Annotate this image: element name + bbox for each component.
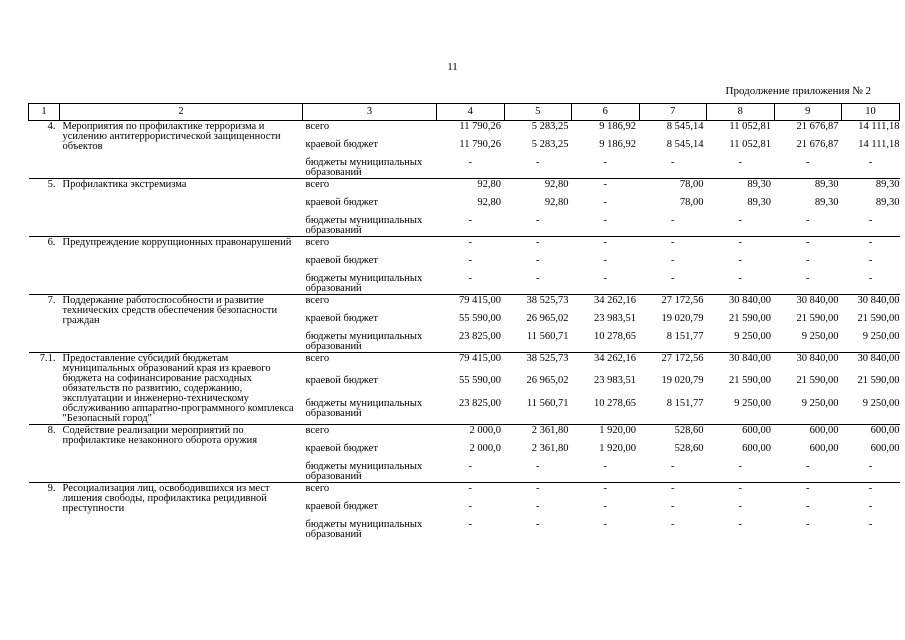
table-row: [29, 295, 900, 314]
value-cell: -: [738, 501, 742, 512]
value-cell: -: [738, 273, 742, 284]
value-cell: -: [868, 461, 873, 472]
value-cell: -: [536, 273, 540, 284]
value-cell: -: [536, 519, 540, 530]
value-cell: -: [572, 179, 640, 198]
row-index: 8.: [29, 425, 60, 483]
value-cell: 19 020,79: [661, 375, 704, 387]
table-row: [29, 121, 900, 140]
value-cell: 23 983,51: [594, 313, 636, 324]
budget-table: [28, 103, 900, 540]
value-cell: 2 000,0: [469, 443, 501, 454]
row-index: 7.: [29, 295, 60, 353]
value-cell: -: [806, 501, 810, 512]
measure-name: Мероприятия по профилактике терроризма и усилению антитеррористической защищенности объектов: [62, 121, 281, 152]
value-cell: -: [842, 237, 900, 256]
value-cell: 92,80: [437, 179, 505, 198]
funding-source: краевой бюджет: [305, 443, 378, 454]
value-cell: -: [468, 255, 472, 266]
value-cell: 30 840,00: [842, 353, 900, 376]
funding-source: краевой бюджет: [305, 197, 378, 208]
row-index: 6.: [29, 237, 60, 295]
funding-source: всего: [303, 179, 437, 198]
value-cell: 92,80: [477, 197, 501, 208]
value-cell: -: [639, 483, 707, 502]
value-cell: -: [774, 237, 842, 256]
value-cell: 528,60: [639, 425, 707, 444]
value-cell: 34 262,16: [572, 353, 640, 376]
value-cell: -: [738, 461, 742, 472]
table-row: [29, 237, 900, 256]
value-cell: 10 278,65: [594, 397, 636, 409]
value-cell: 34 262,16: [572, 295, 640, 314]
value-cell: -: [536, 461, 540, 472]
value-cell: 11 052,81: [729, 121, 771, 132]
funding-source: бюджеты муниципальных образований: [305, 519, 423, 540]
value-cell: 600,00: [809, 443, 839, 454]
measure-name: Предоставление субсидий бюджетам муниципальных образований края из краевого бюджета на софинансирование расходных обязательств по развитию, содержанию, эксплуатации и инженерно-техническому обслуживанию аппаратно-программного комплекса "Безопасный город": [60, 353, 303, 425]
funding-source: бюджеты муниципальных образований: [305, 215, 423, 236]
funding-source: всего: [303, 425, 437, 444]
funding-source: всего: [303, 295, 437, 314]
value-cell: -: [603, 461, 607, 472]
value-cell: -: [707, 483, 775, 502]
value-cell: -: [806, 157, 810, 168]
value-cell: 26 965,02: [526, 375, 569, 387]
value-cell: 89,30: [707, 179, 775, 198]
value-cell: -: [868, 215, 873, 226]
value-cell: -: [738, 215, 742, 226]
value-cell: -: [806, 255, 810, 266]
value-cell: 30 840,00: [707, 353, 775, 376]
value-cell: -: [806, 519, 810, 530]
value-cell: -: [671, 501, 675, 512]
value-cell: -: [603, 255, 607, 266]
value-cell: -: [603, 215, 607, 226]
value-cell: 92,80: [504, 179, 572, 198]
value-cell: -: [868, 519, 873, 530]
column-header: 4: [437, 104, 505, 121]
value-cell: -: [707, 237, 775, 256]
value-cell: 10 278,65: [594, 331, 636, 342]
value-cell: -: [774, 483, 842, 502]
value-cell: -: [806, 273, 810, 284]
value-cell: -: [572, 237, 640, 256]
value-cell: -: [671, 255, 675, 266]
value-cell: -: [671, 273, 675, 284]
value-cell: -: [868, 501, 873, 512]
value-cell: -: [639, 237, 707, 256]
value-cell: 8 151,77: [666, 331, 704, 342]
value-cell: 23 825,00: [459, 397, 501, 409]
value-cell: 92,80: [544, 197, 569, 208]
value-cell: 600,00: [774, 425, 842, 444]
column-header: 8: [707, 104, 775, 121]
funding-source: всего: [303, 483, 437, 502]
value-cell: -: [671, 461, 675, 472]
value-cell: 21 676,87: [796, 121, 839, 132]
funding-source: краевой бюджет: [305, 139, 378, 150]
column-header: 5: [504, 104, 572, 121]
column-header: 3: [303, 104, 437, 121]
value-cell: 11 052,81: [729, 139, 771, 150]
value-cell: 9 250,00: [862, 331, 900, 342]
table-row: [29, 483, 900, 502]
value-cell: 1 920,00: [599, 443, 636, 454]
value-cell: 26 965,02: [526, 313, 569, 324]
value-cell: 600,00: [707, 425, 775, 444]
value-cell: 1 920,00: [572, 425, 640, 444]
value-cell: 11 560,71: [526, 331, 569, 342]
value-cell: 55 590,00: [459, 313, 501, 324]
value-cell: 27 172,56: [639, 295, 707, 314]
value-cell: 21 676,87: [796, 139, 839, 150]
value-cell: 9 250,00: [801, 331, 839, 342]
value-cell: -: [738, 519, 742, 530]
value-cell: 78,00: [679, 197, 704, 208]
funding-source: краевой бюджет: [305, 255, 378, 266]
value-cell: -: [842, 483, 900, 502]
column-header: 6: [572, 104, 640, 121]
value-cell: 55 590,00: [459, 375, 501, 387]
funding-source: бюджеты муниципальных образований: [305, 461, 423, 482]
value-cell: 14 111,18: [858, 121, 900, 132]
measure-name: Ресоциализация лиц, освободившихся из мест лишения свободы, профилактика рецидивной преступности: [60, 483, 303, 541]
row-index: 7.1.: [29, 353, 60, 425]
value-cell: 30 840,00: [707, 295, 775, 314]
value-cell: 38 525,73: [504, 295, 572, 314]
value-cell: 21 590,00: [857, 375, 900, 387]
value-cell: -: [437, 237, 505, 256]
value-cell: 600,00: [742, 443, 771, 454]
value-cell: -: [437, 483, 505, 502]
value-cell: 21 590,00: [796, 375, 839, 387]
value-cell: 11 560,71: [526, 397, 569, 409]
value-cell: 89,30: [747, 197, 771, 208]
value-cell: -: [536, 255, 540, 266]
funding-source: всего: [305, 121, 330, 132]
value-cell: -: [536, 157, 540, 168]
value-cell: -: [603, 501, 607, 512]
table-header-row: [29, 104, 900, 121]
funding-source: всего: [303, 237, 437, 256]
value-cell: 79 415,00: [437, 353, 505, 376]
value-cell: 11 790,26: [459, 139, 501, 150]
value-cell: -: [806, 215, 810, 226]
value-cell: 8 545,14: [666, 121, 704, 132]
column-header: 9: [774, 104, 842, 121]
value-cell: -: [536, 501, 540, 512]
value-cell: -: [468, 215, 472, 226]
value-cell: 600,00: [870, 443, 900, 454]
row-index: 5.: [29, 179, 60, 237]
value-cell: 600,00: [842, 425, 900, 444]
funding-source: бюджеты муниципальных образований: [305, 273, 423, 294]
value-cell: 9 186,92: [599, 139, 636, 150]
value-cell: -: [468, 157, 472, 168]
column-header: 10: [842, 104, 900, 121]
funding-source: бюджеты муниципальных образований: [305, 157, 423, 178]
value-cell: 528,60: [674, 443, 704, 454]
value-cell: -: [468, 501, 472, 512]
value-cell: -: [738, 157, 742, 168]
value-cell: -: [868, 255, 873, 266]
value-cell: 9 186,92: [599, 121, 636, 132]
funding-source: бюджеты муниципальных образований: [305, 397, 423, 419]
value-cell: -: [603, 519, 607, 530]
value-cell: 2 000,0: [437, 425, 505, 444]
value-cell: 5 283,25: [531, 121, 569, 132]
value-cell: -: [504, 483, 572, 502]
value-cell: 78,00: [639, 179, 707, 198]
value-cell: -: [468, 461, 472, 472]
funding-source: краевой бюджет: [305, 501, 378, 512]
value-cell: -: [504, 237, 572, 256]
table-row: [29, 425, 900, 444]
value-cell: 79 415,00: [437, 295, 505, 314]
value-cell: 30 840,00: [842, 295, 900, 314]
value-cell: -: [572, 483, 640, 502]
column-header: 2: [60, 104, 303, 121]
column-header: 7: [639, 104, 707, 121]
value-cell: -: [671, 215, 675, 226]
value-cell: 2 361,80: [504, 425, 572, 444]
value-cell: 11 790,26: [459, 121, 501, 132]
row-index: 4.: [47, 121, 56, 132]
value-cell: 21 590,00: [796, 313, 839, 324]
value-cell: -: [868, 157, 873, 168]
value-cell: -: [603, 157, 607, 168]
value-cell: 30 840,00: [774, 295, 842, 314]
value-cell: 23 825,00: [459, 331, 501, 342]
value-cell: 8 545,14: [666, 139, 704, 150]
measure-name: Поддержание работоспособности и развитие технических средств обеспечения безопасности граждан: [60, 295, 303, 353]
value-cell: -: [536, 215, 540, 226]
measure-name: Предупреждение коррупционных правонарушений: [60, 237, 303, 295]
value-cell: -: [468, 273, 472, 284]
value-cell: -: [468, 519, 472, 530]
value-cell: 89,30: [814, 197, 839, 208]
continuation-label: Продолжение приложения № 2: [725, 85, 871, 97]
value-cell: -: [603, 197, 607, 208]
column-header: 1: [29, 104, 60, 121]
value-cell: 30 840,00: [774, 353, 842, 376]
value-cell: -: [671, 157, 675, 168]
value-cell: -: [603, 273, 607, 284]
value-cell: 8 151,77: [666, 397, 704, 409]
value-cell: 21 590,00: [857, 313, 900, 324]
value-cell: 89,30: [875, 197, 900, 208]
value-cell: 9 250,00: [801, 397, 839, 409]
funding-source: всего: [303, 353, 437, 376]
value-cell: 21 590,00: [729, 375, 771, 387]
funding-source: бюджеты муниципальных образований: [305, 331, 423, 352]
value-cell: -: [806, 461, 810, 472]
value-cell: 21 590,00: [729, 313, 771, 324]
value-cell: 27 172,56: [639, 353, 707, 376]
value-cell: 19 020,79: [661, 313, 704, 324]
value-cell: -: [868, 273, 873, 284]
value-cell: 38 525,73: [504, 353, 572, 376]
value-cell: 89,30: [774, 179, 842, 198]
page-number: 11: [447, 61, 458, 73]
table-row: [29, 353, 900, 376]
value-cell: 9 250,00: [862, 397, 900, 409]
measure-name: Содействие реализации мероприятий по профилактике незаконного оборота оружия: [60, 425, 303, 483]
funding-source: краевой бюджет: [305, 375, 378, 387]
value-cell: 14 111,18: [858, 139, 900, 150]
value-cell: -: [738, 255, 742, 266]
value-cell: 5 283,25: [531, 139, 569, 150]
value-cell: 23 983,51: [594, 375, 636, 387]
funding-source: краевой бюджет: [305, 313, 378, 324]
value-cell: -: [671, 519, 675, 530]
value-cell: 89,30: [842, 179, 900, 198]
table-row: [29, 179, 900, 198]
table-body: [29, 121, 900, 541]
row-index: 9.: [29, 483, 60, 541]
value-cell: 9 250,00: [734, 331, 771, 342]
value-cell: 9 250,00: [734, 397, 771, 409]
value-cell: 2 361,80: [531, 443, 569, 454]
measure-name: Профилактика экстремизма: [60, 179, 303, 237]
